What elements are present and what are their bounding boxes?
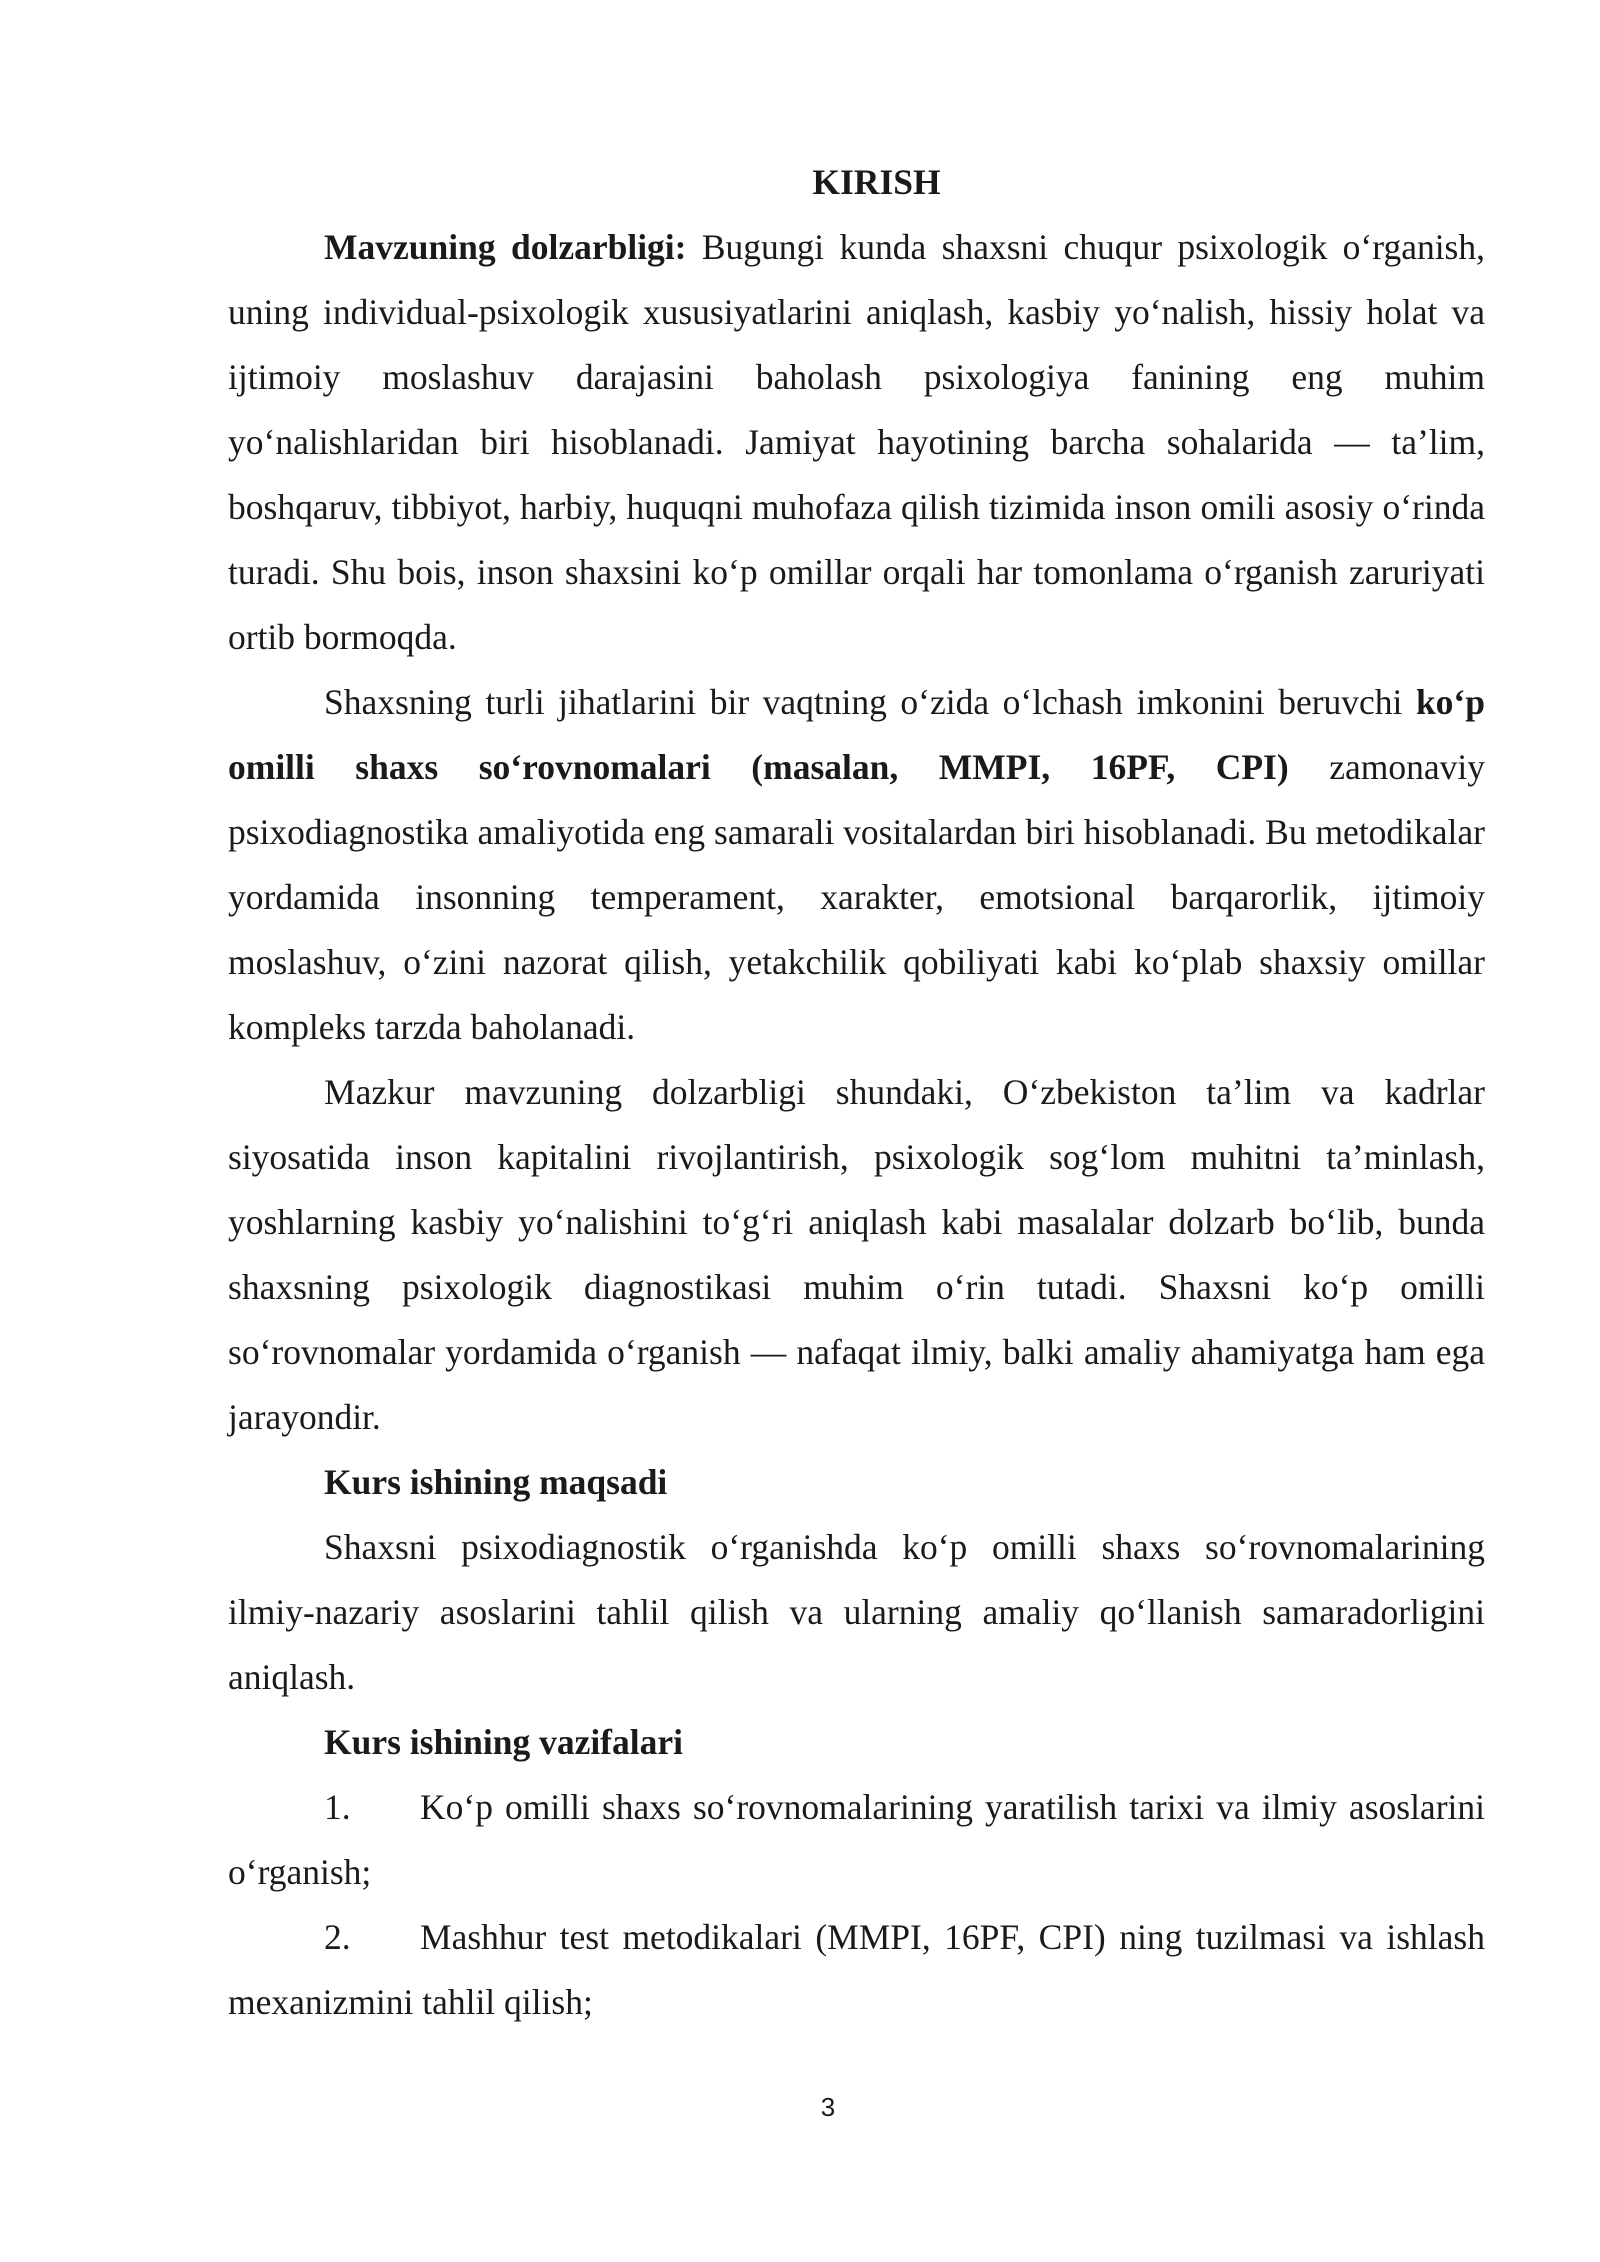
section-title: KIRISH	[812, 162, 941, 202]
goal-paragraph: Shaxsni psixodiagnostik o‘rganishda ko‘p omilli shaxs so‘rovnomalarining ilmiy-nazariy asoslarini tahlil qilish va ularning amaliy qo‘llanish samaradorligini aniqlash.	[228, 1527, 1485, 1697]
task-text: Mashhur test metodikalari (MMPI, 16PF, CPI) ning tuzilmasi va ishlash mexanizmini tahlil qilish;	[228, 1917, 1485, 2022]
questionnaires-text-after: zamonaviy psixodiagnostika amaliyotida eng samarali vositalardan biri hisoblanadi. Bu metodikalar yordamida insonning temperament, xarakter, emotsional barqarorlik, ijtimoiy moslashuv, o‘zini nazorat qilish, yetakchilik qobiliyati kabi ko‘plab shaxsiy omillar kompleks tarzda baholanadi.	[228, 747, 1485, 1047]
task-item	[228, 1775, 1485, 1905]
questionnaires-paragraph	[228, 670, 1485, 1060]
document-page	[228, 150, 1485, 2035]
relevance-text: Bugungi kunda shaxsni chuqur psixologik o‘rganish, uning individual-psixologik xususiyatlarini aniqlash, kasbiy yo‘nalish, hissiy holat va ijtimoiy moslashuv darajasini baholash psixologiya fanining eng muhim yo‘nalishlaridan biri hisoblanadi. Jamiyat hayotining barcha sohalarida — ta’lim, boshqaruv, tibbiyot, harbiy, huquqni muhofaza qilish tizimida inson omili asosiy o‘rinda turadi. Shu bois, inson shaxsini ko‘p omillar orqali har tomonlama o‘rganish zaruriyati ortib bormoqda.	[228, 227, 1485, 657]
task-item	[228, 1905, 1485, 2035]
task-text: Ko‘p omilli shaxs so‘rovnomalarining yaratilish tarixi va ilmiy asoslarini o‘rganish;	[228, 1787, 1485, 1892]
goal-heading: Kurs ishining maqsadi	[324, 1462, 668, 1502]
relevance-paragraph	[228, 215, 1485, 670]
task-number: 2.	[324, 1917, 351, 1957]
relevance-lead: Mavzuning dolzarbligi:	[324, 227, 687, 267]
page-number: 3	[820, 2092, 836, 2122]
tasks-heading: Kurs ishining vazifalari	[324, 1722, 683, 1762]
relevance-detail-paragraph: Mazkur mavzuning dolzarbligi shundaki, O‘zbekiston ta’lim va kadrlar siyosatida inson kapitalini rivojlantirish, psixologik sog‘lom muhitni ta’minlash, yoshlarning kasbiy yo‘nalishini to‘g‘ri aniqlash kabi masalalar dolzarb bo‘lib, bunda shaxsning psixologik diagnostikasi muhim o‘rin tutadi. Shaxsni ko‘p omilli so‘rovnomalar yordamida o‘rganish — nafaqat ilmiy, balki amaliy ahamiyatga ham ega jarayondir.	[228, 1072, 1485, 1437]
questionnaires-text-before: Shaxsning turli jihatlarini bir vaqtning o‘zida o‘lchash imkonini beruvchi	[324, 682, 1416, 722]
questionnaires-bold: ko‘p omilli shaxs so‘rovnomalari (masalan, MMPI, 16PF, CPI)	[228, 682, 1485, 787]
task-number: 1.	[324, 1787, 351, 1827]
